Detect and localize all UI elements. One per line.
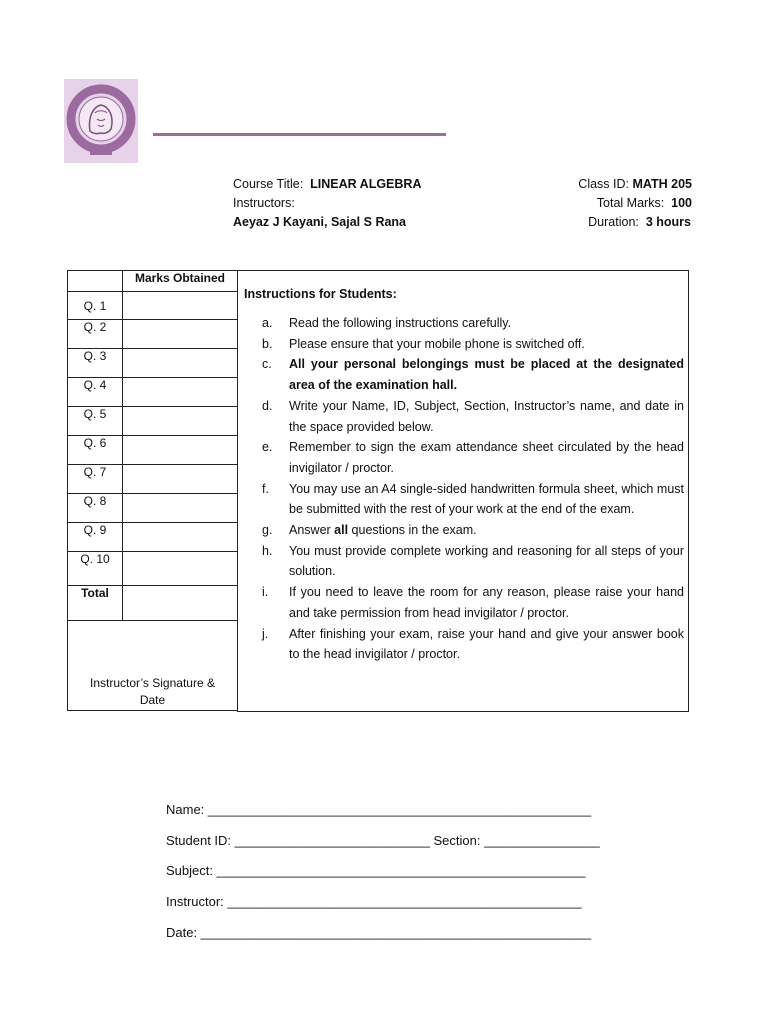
- list-item: h. You must provide complete working and reasoning for all steps of your solution.: [262, 543, 684, 579]
- instructions-list: [262, 313, 684, 665]
- marks-cell[interactable]: [123, 320, 238, 349]
- list-item: b. Please ensure that your mobile phone is switched off.: [262, 336, 585, 351]
- duration-label: Duration:: [588, 215, 639, 229]
- instructors-label: Instructors:: [233, 196, 295, 210]
- marks-cell[interactable]: [123, 494, 238, 523]
- duration-value: 3 hours: [645, 215, 691, 229]
- question-label: Q. 7: [68, 465, 123, 494]
- instructors-value: Aeyaz J Kayani, Sajal S Rana: [233, 215, 407, 229]
- total-marks-cell[interactable]: [123, 586, 238, 621]
- question-label: Q. 4: [68, 378, 123, 407]
- header-rule: [153, 133, 446, 136]
- duration-line: [588, 213, 691, 232]
- marks-cell[interactable]: [123, 378, 238, 407]
- total-marks-value: 100: [671, 196, 692, 210]
- question-label: Q. 9: [68, 523, 123, 552]
- question-label: Q. 3: [68, 349, 123, 378]
- marks-cell[interactable]: [123, 465, 238, 494]
- total-label: Total: [68, 586, 123, 621]
- subject-field[interactable]: Subject: ___________________________________________________: [166, 863, 586, 878]
- list-item: j. After finishing your exam, raise your hand and give your answer book to the head invigilator / proctor.: [262, 626, 684, 662]
- marks-table: [67, 270, 238, 711]
- marks-cell[interactable]: [123, 292, 238, 320]
- section-field[interactable]: Section: ________________: [433, 833, 600, 848]
- instructor-signature-cell[interactable]: [68, 621, 238, 711]
- list-item: d. Write your Name, ID, Subject, Section, Instructor’s name, and date in the space provided below.: [262, 398, 684, 434]
- lion-emblem-icon: [64, 79, 138, 163]
- total-marks-label: Total Marks:: [596, 196, 665, 210]
- question-label: Q. 10: [68, 552, 123, 586]
- question-label: Q. 2: [68, 320, 123, 349]
- marks-cell[interactable]: [123, 407, 238, 436]
- table-corner-cell: [68, 271, 123, 292]
- marks-cell[interactable]: [123, 552, 238, 586]
- instructions-title: Instructions for Students:: [244, 287, 397, 301]
- list-item: a. Read the following instructions carefully.: [262, 316, 512, 330]
- question-label: Q. 1: [68, 292, 123, 320]
- list-item: c. All your personal belongings must be placed at the designated area of the examination hall.: [262, 357, 684, 393]
- class-id-value: MATH 205: [632, 177, 692, 191]
- marks-cell[interactable]: [123, 523, 238, 552]
- course-title-line: [233, 175, 421, 194]
- question-label: Q. 5: [68, 407, 123, 436]
- marks-cell[interactable]: [123, 349, 238, 378]
- question-label: Q. 6: [68, 436, 123, 465]
- instructor-signature-label: Instructor’s Signature & Date: [90, 676, 215, 707]
- university-logo: [64, 79, 138, 163]
- question-label: Q. 8: [68, 494, 123, 523]
- class-id-line: [578, 175, 692, 194]
- student-id-field[interactable]: [166, 833, 600, 848]
- list-item: e. Remember to sign the exam attendance sheet circulated by the head invigilator / proctor.: [262, 440, 684, 475]
- class-id-label: Class ID:: [578, 177, 629, 191]
- marks-obtained-header: Marks Obtained: [123, 271, 238, 292]
- list-item: i. If you need to leave the room for any reason, please raise your hand and take permission from head invigilator / proctor.: [262, 585, 684, 620]
- student-id-label[interactable]: Student ID: ___________________________: [166, 833, 430, 848]
- course-title-label: Course Title:: [233, 177, 304, 191]
- name-field[interactable]: Name: _____________________________________________________: [166, 802, 592, 817]
- date-field[interactable]: Date: ______________________________________________________: [166, 925, 592, 940]
- list-item: g. Answer all questions in the exam.: [262, 523, 477, 538]
- instructor-field[interactable]: Instructor: _________________________________________________: [166, 894, 582, 909]
- list-item: f. You may use an A4 single-sided handwritten formula sheet, which must be submitted with the rest of your work at the end of the exam.: [262, 481, 684, 517]
- course-title-value: LINEAR ALGEBRA: [310, 177, 422, 191]
- total-marks-line: [597, 194, 692, 213]
- marks-cell[interactable]: [123, 436, 238, 465]
